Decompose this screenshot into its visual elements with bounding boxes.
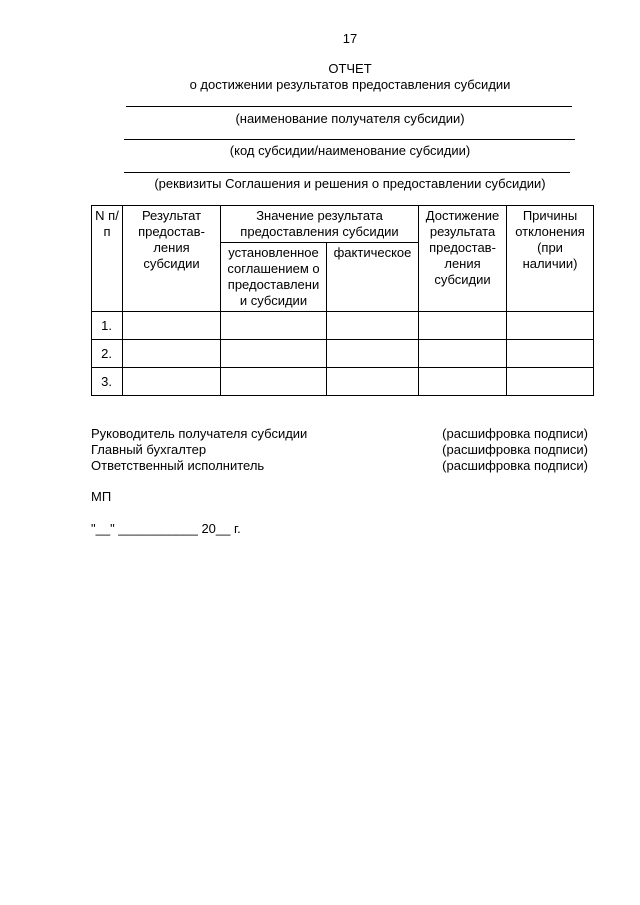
signature-role: Главный бухгалтер — [91, 442, 207, 457]
table-cell — [123, 368, 221, 396]
date-line: "__" ___________ 20__ г. — [91, 521, 241, 536]
table-cell — [507, 340, 594, 368]
header-value-set: установленное соглашением о предоставлени и субсидии — [221, 243, 327, 312]
report-title: ОТЧЕТ — [328, 61, 372, 76]
signature-decode: (расшифровка подписи) — [442, 458, 588, 473]
signature-role: Руководитель получателя субсидии — [91, 426, 308, 441]
table-cell — [221, 340, 327, 368]
table-cell — [327, 340, 419, 368]
row-num: 1. — [92, 312, 123, 340]
table-cell — [327, 368, 419, 396]
report-table — [91, 205, 594, 396]
table-cell — [419, 312, 507, 340]
signature-accountant — [91, 442, 588, 458]
table-cell — [221, 368, 327, 396]
row-num: 2. — [92, 340, 123, 368]
table-cell — [419, 368, 507, 396]
header-value-actual: фактическое — [327, 243, 419, 312]
table-row — [92, 340, 594, 368]
row-num: 3. — [92, 368, 123, 396]
table-cell — [507, 312, 594, 340]
agreement-line — [124, 172, 570, 173]
code-line — [124, 139, 575, 140]
recipient-caption: (наименование получателя субсидии) — [235, 111, 465, 126]
signature-executor — [91, 458, 588, 474]
header-num: N п/п — [92, 206, 123, 312]
header-achievement: Достижение результата предостав-ления субсидии — [419, 206, 507, 312]
header-value-group: Значение результата предоставления субсидии — [221, 206, 419, 243]
table-cell — [123, 312, 221, 340]
table-cell — [419, 340, 507, 368]
header-result: Результат предостав-ления субсидии — [123, 206, 221, 312]
signature-role: Ответственный исполнитель — [91, 458, 265, 473]
recipient-line — [126, 106, 572, 107]
agreement-caption: (реквизиты Соглашения и решения о предоставлении субсидии) — [154, 176, 546, 191]
table-cell — [507, 368, 594, 396]
signature-decode: (расшифровка подписи) — [442, 442, 588, 457]
stamp-label: МП — [91, 489, 112, 504]
table-cell — [221, 312, 327, 340]
signature-decode: (расшифровка подписи) — [442, 426, 588, 441]
header-reasons: Причины отклонения (при наличии) — [507, 206, 594, 312]
page-number: 17 — [342, 31, 358, 46]
signature-head — [91, 426, 588, 442]
code-caption: (код субсидии/наименование субсидии) — [229, 143, 471, 158]
table-row — [92, 368, 594, 396]
table-row — [92, 312, 594, 340]
report-subtitle: о достижении результатов предоставления субсидии — [189, 77, 511, 92]
table-cell — [123, 340, 221, 368]
table-cell — [327, 312, 419, 340]
